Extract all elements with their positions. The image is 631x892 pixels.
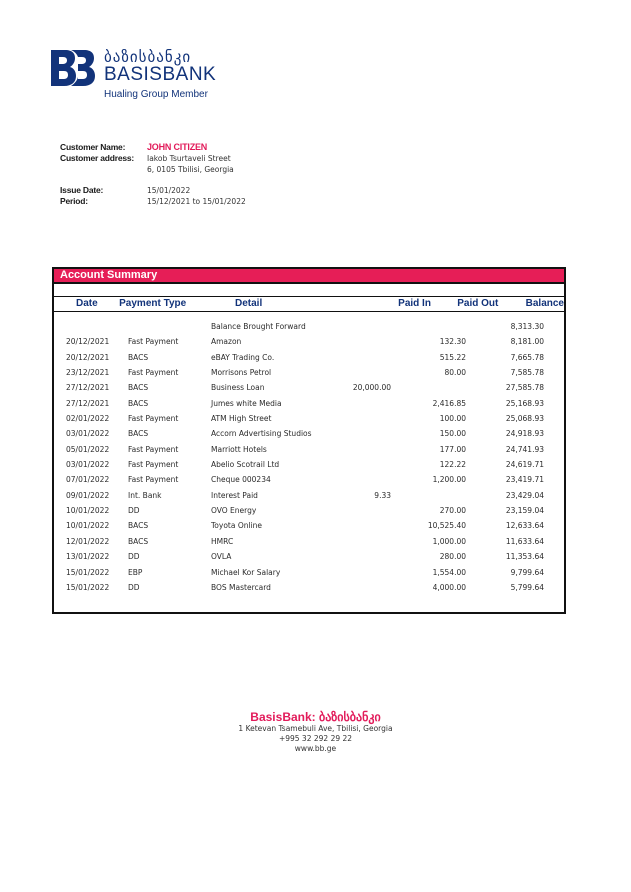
header-paid-out: Paid Out [457,298,499,309]
footer [0,710,631,754]
row-payment-type: Fast Payment [128,444,179,454]
row-detail: Toyota Online [211,521,263,531]
row-payment-type: DD [128,552,140,562]
row-balance: 23,419.71 [505,475,544,485]
table-row [54,442,564,457]
row-payment-type: Int. Bank [128,490,162,500]
row-paid-out: 4,000.00 [432,582,466,592]
table-row [54,518,564,533]
footer-address: 1 Ketevan Tsamebuli Ave, Tbilisi, Georgia [238,724,393,733]
row-date: 03/01/2022 [66,460,110,470]
table-row [54,319,564,334]
row-paid-out: 122.22 [439,460,466,470]
row-paid-in [351,350,391,365]
row-balance: 8,313.30 [510,322,544,331]
customer-address-line2: 6, 0105 Tbilisi, Georgia [147,165,234,174]
row-balance: 25,168.93 [505,398,544,408]
row-balance: 27,585.78 [505,383,544,393]
row-balance: 8,181.00 [510,337,544,347]
row-paid-out [391,488,466,503]
table-row [54,426,564,441]
row-paid-out [391,319,466,334]
customer-name: JOHN CITIZEN [147,142,208,152]
row-paid-in [351,411,391,426]
row-balance: 23,429.04 [505,490,544,500]
row-paid-out: 150.00 [439,429,466,439]
header-payment-type: Payment Type [119,298,187,309]
row-payment-type: DD [128,506,140,516]
row-date: 23/12/2021 [66,368,110,378]
row-detail: Marriott Hotels [211,444,267,454]
row-paid-in [351,396,391,411]
header-detail: Detail [235,298,263,309]
row-payment-type: DD [128,582,140,592]
row-detail: OVO Energy [211,506,257,516]
row-detail: Abelio Scotrail Ltd [211,460,280,470]
row-balance: 23,159.04 [505,506,544,516]
row-paid-in [351,319,391,334]
row-detail: Morrisons Petrol [211,368,272,378]
row-date: 10/01/2022 [66,506,110,516]
row-detail: eBAY Trading Co. [211,352,275,362]
row-payment-type: BACS [128,352,149,362]
row-payment-type: Fast Payment [128,475,179,485]
footer-brand: BasisBank: ბაზისბანკი [250,710,381,724]
row-date: 27/12/2021 [66,383,110,393]
table-header [54,297,564,312]
row-balance: 25,068.93 [505,414,544,424]
row-detail: BOS Mastercard [211,582,271,592]
row-paid-in: 20,000.00 [352,383,391,393]
table-row [54,350,564,365]
table-row [54,488,564,503]
row-payment-type: BACS [128,536,149,546]
row-paid-out: 80.00 [444,368,466,378]
row-paid-in [351,580,391,595]
table-row [54,380,564,395]
issue-date-label: Issue Date: [60,185,104,195]
account-summary-title: Account Summary [54,269,564,284]
table-row [54,503,564,518]
row-date [54,319,126,334]
row-date: 20/12/2021 [66,352,110,362]
row-balance: 7,585.78 [510,368,544,378]
header-date: Date [76,298,98,309]
table-row [54,334,564,349]
row-payment-type [126,319,211,334]
bb-logo-icon [51,50,95,86]
row-balance: 24,918.93 [505,429,544,439]
header-paid-in: Paid In [398,298,431,309]
row-date: 20/12/2021 [66,337,110,347]
row-balance: 24,741.93 [505,444,544,454]
row-paid-in [351,565,391,580]
row-payment-type: BACS [128,521,149,531]
row-date: 15/01/2022 [66,582,110,592]
row-paid-in [351,472,391,487]
bank-logo [51,50,216,100]
footer-phone: +995 32 292 29 22 [278,734,353,743]
row-date: 03/01/2022 [66,429,110,439]
table-row [54,565,564,580]
row-date: 13/01/2022 [66,552,110,562]
row-paid-out: 1,000.00 [432,536,466,546]
table-row [54,365,564,380]
row-paid-out: 177.00 [439,444,466,454]
row-paid-out: 100.00 [439,414,466,424]
table-row [54,580,564,595]
table-row [54,396,564,411]
row-paid-in: 9.33 [374,490,391,500]
row-payment-type: Fast Payment [128,368,179,378]
row-balance: 9,799.64 [510,567,544,577]
table-row [54,457,564,472]
row-detail: ATM High Street [211,414,272,424]
logo-subtitle: Hualing Group Member [104,89,208,100]
logo-name: BASISBANK [104,64,217,85]
row-paid-out: 1,554.00 [432,567,466,577]
row-detail: HMRC [211,536,234,546]
row-payment-type: EBP [128,567,143,577]
period-label: Period: [60,196,88,206]
row-paid-in [351,442,391,457]
row-detail: Michael Kor Salary [211,567,281,577]
row-paid-out: 280.00 [439,552,466,562]
customer-address-label: Customer address: [60,153,135,163]
row-balance: 12,633.64 [505,521,544,531]
customer-address-line1: Iakob Tsurtaveli Street [147,154,231,163]
row-date: 12/01/2022 [66,536,110,546]
logo-georgian-name: ბაზისბანკი [104,48,192,66]
row-payment-type: Fast Payment [128,460,179,470]
row-paid-in [351,534,391,549]
row-payment-type: Fast Payment [128,337,179,347]
customer-name-label: Customer Name: [60,142,126,152]
row-detail: Balance Brought Forward [211,322,306,331]
row-paid-out: 270.00 [439,506,466,516]
row-paid-out: 515.22 [439,352,466,362]
row-balance: 7,665.78 [510,352,544,362]
table-row [54,549,564,564]
row-payment-type: BACS [128,398,149,408]
row-paid-in [351,457,391,472]
row-date: 27/12/2021 [66,398,110,408]
row-paid-out: 10,525.40 [427,521,466,531]
row-detail: Jumes white Media [211,398,282,408]
header-balance: Balance [525,298,564,309]
row-balance: 11,633.64 [505,536,544,546]
row-detail: Amazon [211,337,242,347]
row-detail: Accorn Advertising Studios [211,429,312,439]
period: 15/12/2021 to 15/01/2022 [147,197,246,206]
row-date: 10/01/2022 [66,521,110,531]
table-row [54,534,564,549]
row-date: 09/01/2022 [66,490,110,500]
row-detail: Interest Paid [211,490,258,500]
account-summary-table [52,267,566,614]
footer-website: www.bb.ge [294,744,337,753]
row-balance: 24,619.71 [505,460,544,470]
row-detail: OVLA [211,552,232,562]
row-payment-type: Fast Payment [128,414,179,424]
row-date: 07/01/2022 [66,475,110,485]
row-date: 05/01/2022 [66,444,110,454]
transaction-rows [54,312,564,595]
row-balance: 5,799.64 [510,582,544,592]
row-payment-type: BACS [128,429,149,439]
row-paid-in [351,365,391,380]
row-balance: 11,353.64 [505,552,544,562]
table-row [54,472,564,487]
row-paid-out [391,380,466,395]
row-paid-in [351,549,391,564]
row-payment-type: BACS [128,383,149,393]
issue-date: 15/01/2022 [147,186,191,195]
row-paid-out: 2,416.85 [432,398,466,408]
row-detail: Cheque 000234 [211,475,271,485]
row-date: 15/01/2022 [66,567,110,577]
row-paid-in [351,503,391,518]
row-paid-out: 1,200.00 [432,475,466,485]
table-row [54,411,564,426]
row-paid-in [351,334,391,349]
customer-info [60,142,246,207]
row-detail: Business Loan [211,383,265,393]
row-paid-in [351,426,391,441]
row-date: 02/01/2022 [66,414,110,424]
row-paid-in [351,518,391,533]
row-paid-out: 132.30 [439,337,466,347]
